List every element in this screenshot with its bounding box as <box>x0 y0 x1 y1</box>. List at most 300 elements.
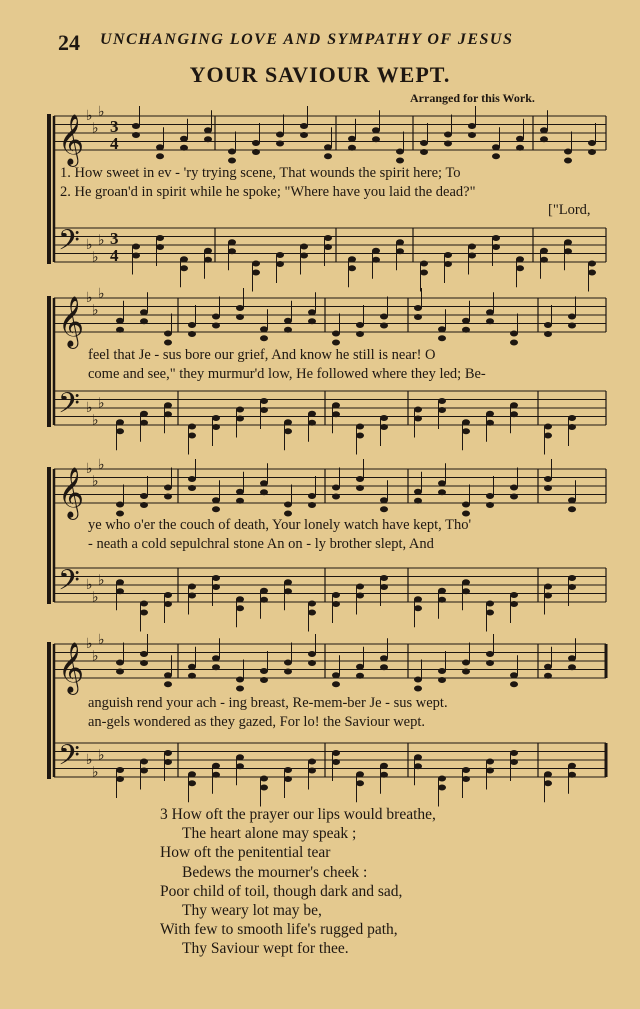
note-head <box>228 158 236 164</box>
note-head <box>414 686 422 692</box>
note-head <box>380 506 388 512</box>
note-head <box>132 244 140 250</box>
note-head <box>116 669 124 675</box>
note-head <box>284 660 292 666</box>
running-title: UNCHANGING LOVE AND SYMPATHY OF JESUS <box>100 31 514 48</box>
note-head <box>414 407 422 413</box>
note-head <box>544 331 552 337</box>
note-head <box>516 145 524 151</box>
note-head <box>510 402 518 408</box>
note-head <box>564 239 572 245</box>
note-head <box>204 257 212 263</box>
note-head <box>332 681 340 687</box>
verse-3-line: With few to smooth life's rugged path, <box>160 921 398 939</box>
note-head <box>332 402 340 408</box>
note-head <box>486 318 494 324</box>
flat-sign-icon: ♭ <box>92 589 99 606</box>
note-head <box>188 331 196 337</box>
note-head <box>212 424 220 430</box>
note-head <box>236 754 244 760</box>
note-head <box>468 132 476 138</box>
note-head <box>164 402 172 408</box>
note-head <box>132 123 140 129</box>
note-head <box>188 485 196 491</box>
note-head <box>276 252 284 258</box>
note-head <box>332 340 340 346</box>
note-head <box>140 768 148 774</box>
note-head <box>308 309 316 315</box>
note-head <box>420 270 428 276</box>
note-head <box>356 664 364 670</box>
note-head <box>568 655 576 661</box>
note-head <box>486 493 494 499</box>
note-head <box>252 140 260 146</box>
note-head <box>438 668 446 674</box>
note-head <box>228 149 236 155</box>
note-head <box>380 424 388 430</box>
note-head <box>462 588 470 594</box>
note-head <box>414 677 422 683</box>
note-head <box>486 660 494 666</box>
note-head <box>260 785 268 791</box>
note-head <box>324 144 332 150</box>
note-head <box>284 767 292 773</box>
note-head <box>204 136 212 142</box>
treble-clef-icon: 𝄞 <box>58 467 85 518</box>
lyric-line-2-verse-1: feel that Je - sus bore our grief, And know he still is near! O <box>88 347 436 363</box>
note-head <box>212 497 220 503</box>
flat-sign-icon: ♭ <box>92 302 99 319</box>
note-head <box>284 327 292 333</box>
note-head <box>414 763 422 769</box>
note-head <box>324 244 332 250</box>
flat-sign-icon: ♭ <box>92 412 99 429</box>
note-head <box>438 335 446 341</box>
note-head <box>438 480 446 486</box>
note-head <box>588 261 596 267</box>
note-head <box>380 763 388 769</box>
note-head <box>260 480 268 486</box>
note-head <box>140 420 148 426</box>
note-head <box>568 323 576 329</box>
note-head <box>332 331 340 337</box>
note-head <box>540 127 548 133</box>
note-head <box>276 261 284 267</box>
note-head <box>284 428 292 434</box>
treble-clef-icon: 𝄞 <box>58 296 85 347</box>
note-head <box>188 771 196 777</box>
note-head <box>212 506 220 512</box>
lyric-line-4-verse-2: an-gels wondered as they gazed, For lo! the Saviour wept. <box>88 714 426 730</box>
flat-sign-icon: ♭ <box>92 473 99 490</box>
note-head <box>164 759 172 765</box>
flat-sign-icon: ♭ <box>92 648 99 665</box>
note-head <box>510 494 518 500</box>
note-head <box>356 673 364 679</box>
flat-sign-icon: ♭ <box>86 108 93 124</box>
note-head <box>236 763 244 769</box>
note-head <box>212 664 220 670</box>
note-head <box>132 132 140 138</box>
note-head <box>516 136 524 142</box>
note-head <box>140 660 148 666</box>
note-head <box>468 123 476 129</box>
note-head <box>492 235 500 241</box>
flat-sign-icon: ♭ <box>98 456 105 473</box>
note-head <box>260 407 268 413</box>
note-head <box>180 145 188 151</box>
note-head <box>438 588 446 594</box>
note-head <box>510 592 518 598</box>
note-head <box>492 144 500 150</box>
note-head <box>380 415 388 421</box>
note-head <box>188 664 196 670</box>
note-head <box>284 502 292 508</box>
note-head <box>236 677 244 683</box>
note-head <box>164 411 172 417</box>
note-head <box>324 153 332 159</box>
treble-clef-icon: 𝄞 <box>58 114 85 165</box>
note-head <box>380 497 388 503</box>
time-signature-bottom: 4 <box>110 134 119 153</box>
note-head <box>140 318 148 324</box>
note-head <box>486 420 494 426</box>
time-signature-bottom: 4 <box>110 246 119 265</box>
note-head <box>284 318 292 324</box>
note-head <box>188 476 196 482</box>
note-head <box>510 759 518 765</box>
note-head <box>188 584 196 590</box>
note-head <box>236 605 244 611</box>
note-head <box>372 257 380 263</box>
flat-sign-icon: ♭ <box>86 752 93 768</box>
treble-clef-icon: 𝄞 <box>58 642 85 693</box>
note-head <box>164 494 172 500</box>
lyric-line-4-verse-1: anguish rend your ach - ing breast, Re-mem-ber Je - sus wept. <box>88 695 448 711</box>
note-head <box>156 153 164 159</box>
note-head <box>414 314 422 320</box>
note-head <box>564 158 572 164</box>
note-head <box>462 428 470 434</box>
note-head <box>510 340 518 346</box>
flat-sign-icon: ♭ <box>98 572 105 589</box>
note-head <box>356 433 364 439</box>
flat-sign-icon: ♭ <box>98 747 105 764</box>
note-head <box>438 398 446 404</box>
note-head <box>544 433 552 439</box>
note-head <box>164 601 172 607</box>
note-head <box>164 340 172 346</box>
verse-3-line: Bedews the mourner's cheek : <box>182 863 368 881</box>
verse-3-line: 3 How oft the prayer our lips would breathe, <box>160 806 436 823</box>
note-head <box>260 335 268 341</box>
note-head <box>414 605 422 611</box>
note-head <box>540 248 548 254</box>
note-head <box>236 416 244 422</box>
note-head <box>414 754 422 760</box>
verse-3-line: The heart alone may speak ; <box>182 825 357 843</box>
note-head <box>568 584 576 590</box>
note-head <box>164 672 172 678</box>
note-head <box>510 601 518 607</box>
note-head <box>164 681 172 687</box>
note-head <box>396 158 404 164</box>
note-head <box>564 149 572 155</box>
note-head <box>332 750 340 756</box>
note-head <box>212 584 220 590</box>
note-head <box>568 424 576 430</box>
note-head <box>212 772 220 778</box>
note-head <box>414 498 422 504</box>
hymn-title: YOUR SAVIOUR WEPT. <box>189 62 451 87</box>
note-head <box>462 767 470 773</box>
note-head <box>236 305 244 311</box>
lyric-line-2-verse-2: come and see," they murmur'd low, He followed where they led; Be- <box>88 366 486 382</box>
note-head <box>276 132 284 138</box>
note-head <box>204 127 212 133</box>
note-head <box>212 323 220 329</box>
note-head <box>180 256 188 262</box>
note-head <box>510 750 518 756</box>
note-head <box>462 776 470 782</box>
note-head <box>568 314 576 320</box>
flat-sign-icon: ♭ <box>86 290 93 306</box>
note-head <box>462 318 470 324</box>
flat-sign-icon: ♭ <box>86 636 93 652</box>
note-head <box>356 584 364 590</box>
note-head <box>164 750 172 756</box>
note-head <box>372 127 380 133</box>
note-head <box>372 248 380 254</box>
note-head <box>356 331 364 337</box>
note-head <box>332 759 340 765</box>
note-head <box>156 144 164 150</box>
note-head <box>356 424 364 430</box>
note-head <box>540 257 548 263</box>
note-head <box>420 140 428 146</box>
note-head <box>260 326 268 332</box>
note-head <box>444 261 452 267</box>
note-head <box>116 579 124 585</box>
note-head <box>438 677 446 683</box>
note-head <box>236 686 244 692</box>
note-head <box>332 494 340 500</box>
note-head <box>236 498 244 504</box>
note-head <box>444 141 452 147</box>
lyric-line-1-verse-1: 1. How sweet in ev - 'ry trying scene, That wounds the spirit here; To <box>60 165 461 181</box>
note-head <box>356 780 364 786</box>
note-head <box>140 601 148 607</box>
note-head <box>188 424 196 430</box>
note-head <box>180 265 188 271</box>
note-head <box>462 419 470 425</box>
note-head <box>544 771 552 777</box>
bass-clef-icon: 𝄢 <box>58 739 80 779</box>
time-signature-top: 3 <box>110 117 119 136</box>
note-head <box>486 309 494 315</box>
note-head <box>348 136 356 142</box>
note-head <box>156 244 164 250</box>
note-head <box>236 596 244 602</box>
note-head <box>116 502 124 508</box>
note-head <box>332 411 340 417</box>
note-head <box>140 309 148 315</box>
note-head <box>414 305 422 311</box>
note-head <box>116 419 124 425</box>
note-head <box>332 601 340 607</box>
note-head <box>568 763 576 769</box>
note-head <box>188 780 196 786</box>
note-head <box>486 610 494 616</box>
lyric-line-3-verse-1: ye who o'er the couch of death, Your lonely watch have kept, Tho' <box>88 517 472 533</box>
note-head <box>140 493 148 499</box>
note-head <box>180 136 188 142</box>
note-head <box>284 776 292 782</box>
note-head <box>486 502 494 508</box>
note-head <box>438 785 446 791</box>
note-head <box>414 596 422 602</box>
note-head <box>438 489 446 495</box>
note-head <box>510 681 518 687</box>
note-head <box>414 489 422 495</box>
note-head <box>140 651 148 657</box>
note-head <box>588 140 596 146</box>
note-head <box>380 664 388 670</box>
note-head <box>260 588 268 594</box>
flat-sign-icon: ♭ <box>86 400 93 416</box>
note-head <box>380 314 388 320</box>
note-head <box>188 673 196 679</box>
note-head <box>116 327 124 333</box>
note-head <box>140 759 148 765</box>
note-head <box>132 253 140 259</box>
note-head <box>544 584 552 590</box>
note-head <box>116 660 124 666</box>
note-head <box>308 660 316 666</box>
flat-sign-icon: ♭ <box>98 395 105 412</box>
note-head <box>486 768 494 774</box>
note-head <box>140 610 148 616</box>
lyric-continuation-lord: ["Lord, <box>548 202 591 218</box>
note-head <box>212 314 220 320</box>
note-head <box>356 485 364 491</box>
note-head <box>588 149 596 155</box>
note-head <box>308 318 316 324</box>
note-head <box>156 235 164 241</box>
note-head <box>380 323 388 329</box>
note-head <box>308 420 316 426</box>
flat-sign-icon: ♭ <box>92 120 99 137</box>
note-head <box>516 265 524 271</box>
note-head <box>462 660 470 666</box>
note-head <box>276 141 284 147</box>
note-head <box>140 411 148 417</box>
flat-sign-icon: ♭ <box>92 249 99 266</box>
note-head <box>486 601 494 607</box>
note-head <box>544 593 552 599</box>
note-head <box>212 575 220 581</box>
flat-sign-icon: ♭ <box>98 232 105 249</box>
note-head <box>568 575 576 581</box>
note-head <box>510 411 518 417</box>
note-head <box>300 123 308 129</box>
note-head <box>332 485 340 491</box>
note-head <box>284 579 292 585</box>
note-head <box>444 252 452 258</box>
note-head <box>332 592 340 598</box>
note-head <box>356 476 364 482</box>
note-head <box>544 424 552 430</box>
flat-sign-icon: ♭ <box>98 285 105 302</box>
note-head <box>420 261 428 267</box>
note-head <box>462 579 470 585</box>
note-head <box>188 593 196 599</box>
note-head <box>236 314 244 320</box>
note-head <box>300 132 308 138</box>
flat-sign-icon: ♭ <box>98 103 105 120</box>
note-head <box>486 411 494 417</box>
note-head <box>544 322 552 328</box>
note-head <box>544 673 552 679</box>
note-head <box>544 476 552 482</box>
note-head <box>468 253 476 259</box>
arrangement-credit: Arranged for this Work. <box>410 91 535 105</box>
note-head <box>188 433 196 439</box>
note-head <box>396 239 404 245</box>
note-head <box>438 407 446 413</box>
note-head <box>308 493 316 499</box>
verse-3-line: Thy weary lot may be, <box>182 902 322 920</box>
note-head <box>308 651 316 657</box>
note-head <box>308 759 316 765</box>
note-head <box>372 136 380 142</box>
note-head <box>252 261 260 267</box>
note-head <box>260 489 268 495</box>
note-head <box>568 772 576 778</box>
note-head <box>396 248 404 254</box>
note-head <box>348 256 356 262</box>
flat-sign-icon: ♭ <box>86 237 93 253</box>
note-head <box>380 655 388 661</box>
note-head <box>140 502 148 508</box>
note-head <box>380 584 388 590</box>
note-head <box>420 149 428 155</box>
note-head <box>568 415 576 421</box>
bass-clef-icon: 𝄢 <box>58 564 80 604</box>
note-head <box>468 244 476 250</box>
note-head <box>284 669 292 675</box>
note-head <box>356 771 364 777</box>
note-head <box>308 411 316 417</box>
note-head <box>396 149 404 155</box>
note-head <box>300 244 308 250</box>
flat-sign-icon: ♭ <box>86 461 93 477</box>
note-head <box>462 327 470 333</box>
note-head <box>332 672 340 678</box>
bass-clef-icon: 𝄢 <box>58 387 80 427</box>
note-head <box>252 149 260 155</box>
note-head <box>568 506 576 512</box>
note-head <box>308 502 316 508</box>
note-head <box>204 248 212 254</box>
note-head <box>510 485 518 491</box>
note-head <box>544 780 552 786</box>
note-head <box>380 772 388 778</box>
note-head <box>568 664 576 670</box>
note-head <box>308 768 316 774</box>
note-head <box>212 415 220 421</box>
note-head <box>444 132 452 138</box>
